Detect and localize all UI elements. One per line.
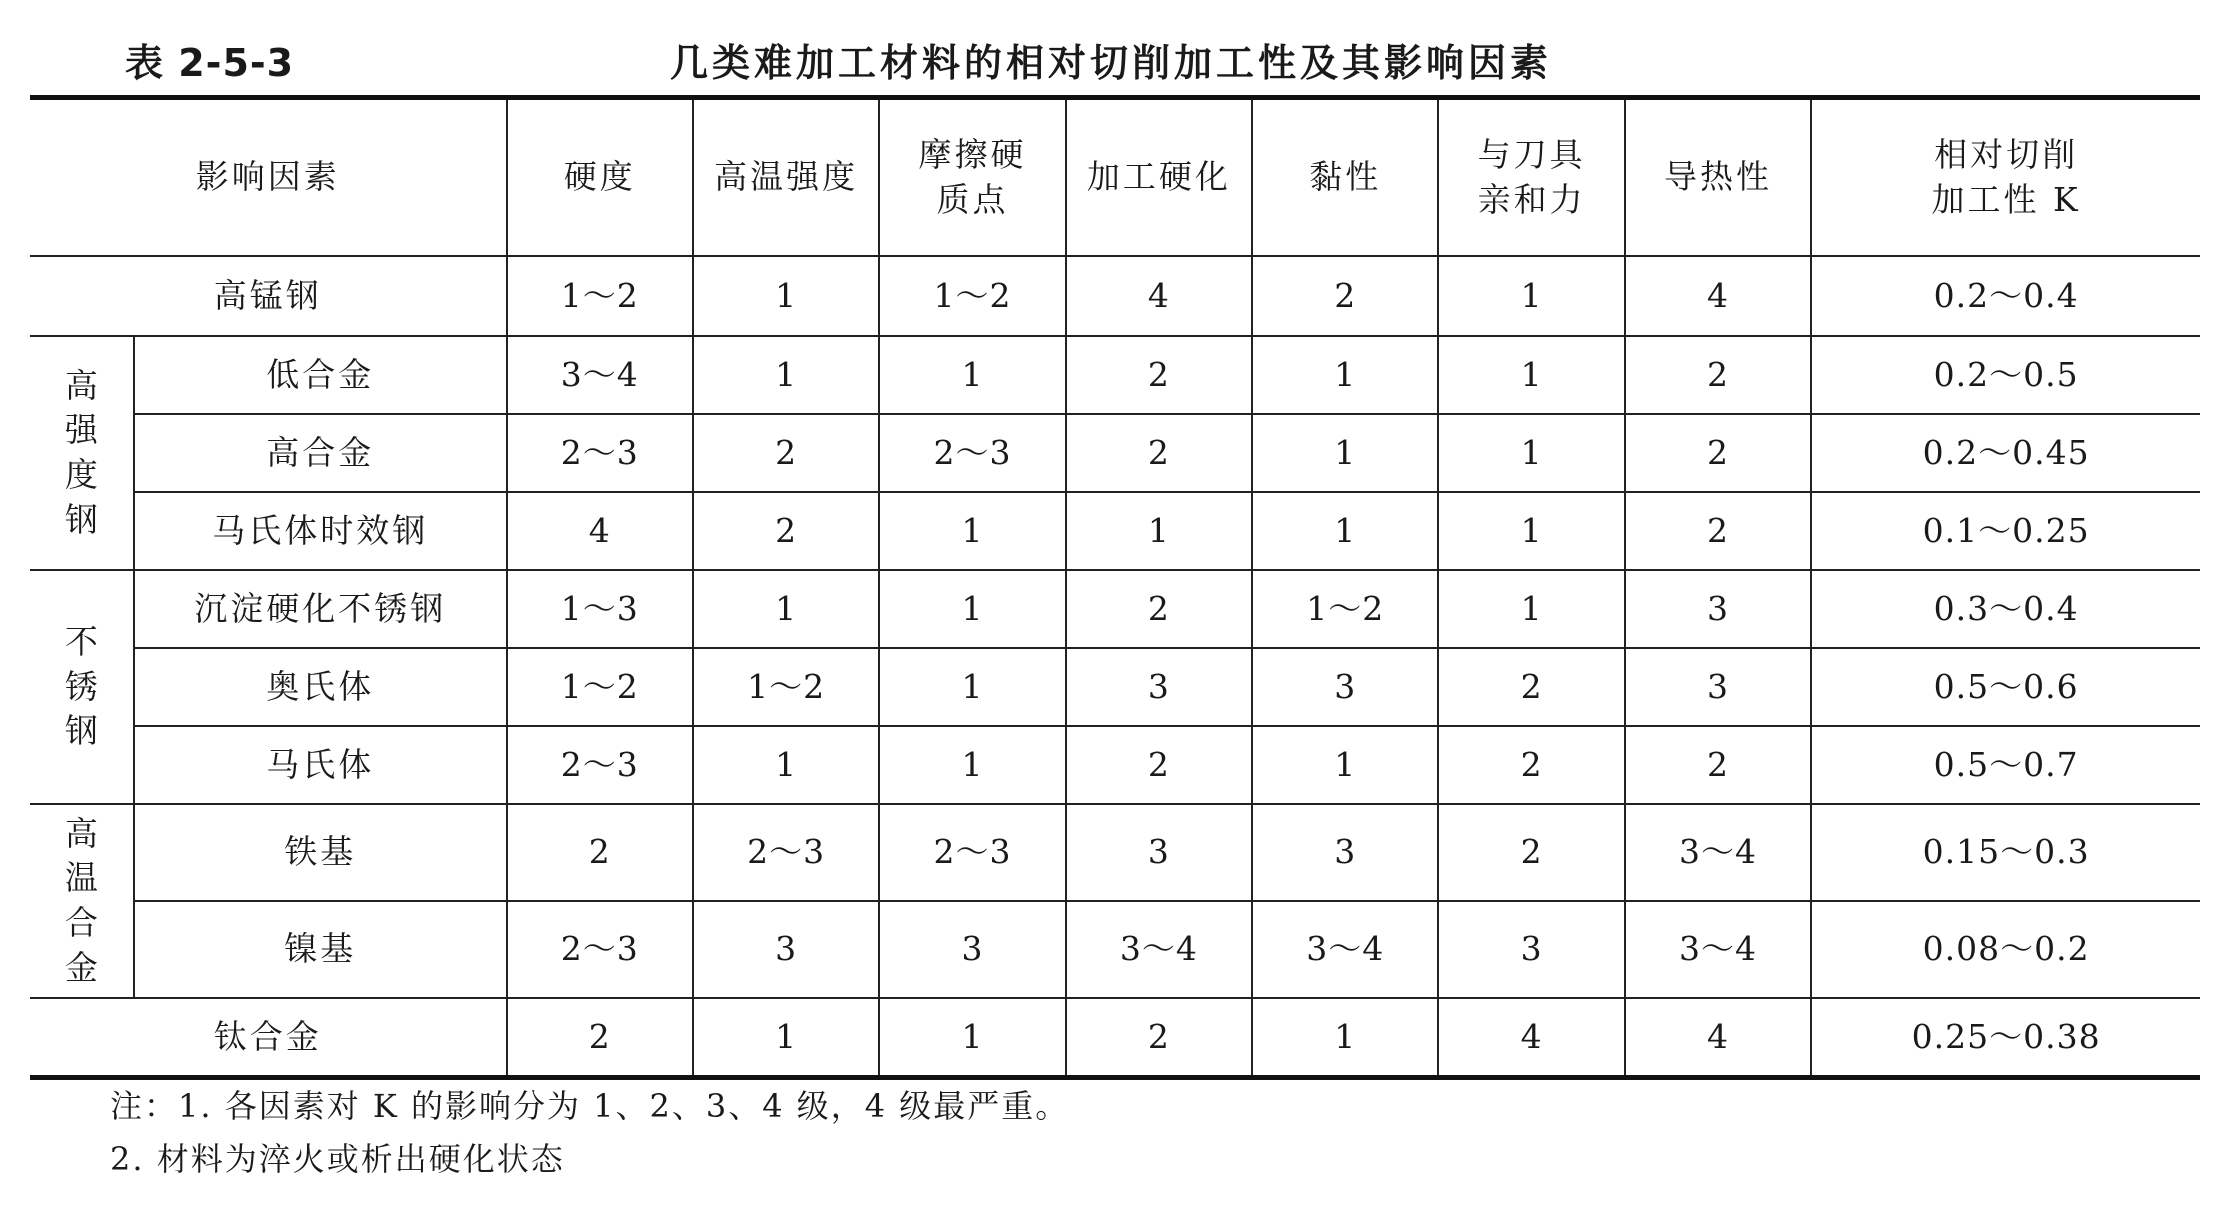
value-cell: 2～3 [693,804,879,901]
value-cell: 1 [879,648,1065,726]
value-cell: 1 [1438,414,1624,492]
value-cell: 0.25～0.38 [1811,998,2200,1078]
value-cell: 3～4 [1625,901,1811,998]
table-row [30,256,2200,336]
value-cell: 1 [879,570,1065,648]
table-row [30,726,2200,804]
header-affinity [1438,98,1624,257]
value-cell: 2 [693,414,879,492]
value-cell: 2 [1066,726,1252,804]
header-hardness: 硬度 [507,98,693,257]
value-cell: 1 [1252,998,1438,1078]
value-cell: 1 [693,570,879,648]
value-cell: 0.15～0.3 [1811,804,2200,901]
value-cell: 2 [1438,648,1624,726]
value-cell: 1 [1252,492,1438,570]
value-cell: 0.5～0.7 [1811,726,2200,804]
header-affinity-line1: 与刀具 [1477,134,1586,174]
header-abrasive-line2: 质点 [936,179,1009,219]
value-cell: 1 [1438,492,1624,570]
value-cell: 0.5～0.6 [1811,648,2200,726]
value-cell: 2 [1625,414,1811,492]
note-line-2: 2. 材料为淬火或析出硬化状态 [110,1139,565,1178]
value-cell: 3～4 [1252,901,1438,998]
value-cell: 0.2～0.4 [1811,256,2200,336]
header-abrasive [879,98,1065,257]
value-cell: 1 [693,998,879,1078]
value-cell: 1 [1438,256,1624,336]
value-cell: 1 [1252,336,1438,414]
material-cell: 低合金 [134,336,507,414]
value-cell: 3 [879,901,1065,998]
category-char: 温 [64,858,98,898]
value-cell: 1 [1252,726,1438,804]
header-row [30,98,2200,257]
value-cell: 1～2 [507,256,693,336]
value-cell: 2 [1438,804,1624,901]
header-work-hardening: 加工硬化 [1066,98,1252,257]
material-cell: 高锰钢 [30,256,507,336]
note-line-1: 注：1. 各因素对 K 的影响分为 1、2、3、4 级，4 级最严重。 [110,1087,1070,1125]
value-cell: 2 [507,804,693,901]
value-cell: 3～4 [1066,901,1252,998]
value-cell: 2 [1066,336,1252,414]
value-cell: 2 [1625,492,1811,570]
header-affinity-line2: 亲和力 [1477,179,1586,219]
category-high-strength-steel [30,336,134,570]
value-cell: 3 [1625,648,1811,726]
table-row [30,570,2200,648]
category-char: 强 [64,410,98,450]
material-cell: 铁基 [134,804,507,901]
table-number: 表 2-5-3 [125,41,295,85]
value-cell: 2～3 [879,414,1065,492]
value-cell: 1 [1252,414,1438,492]
header-stickiness: 黏性 [1252,98,1438,257]
value-cell: 0.08～0.2 [1811,901,2200,998]
category-char: 度 [64,455,98,494]
header-factor: 影响因素 [30,98,507,257]
value-cell: 3 [1066,804,1252,901]
value-cell: 3 [1066,648,1252,726]
header-machinability-line2: 加工性 K [1931,179,2081,219]
table-row [30,414,2200,492]
category-char: 合 [64,903,98,942]
header-machinability [1811,98,2200,257]
value-cell: 1 [693,336,879,414]
value-cell: 2 [1625,726,1811,804]
value-cell: 2 [1066,570,1252,648]
material-cell: 钛合金 [30,998,507,1078]
value-cell: 1～3 [507,570,693,648]
value-cell: 0.2～0.5 [1811,336,2200,414]
value-cell: 2 [507,998,693,1078]
value-cell: 4 [1066,256,1252,336]
material-cell: 高合金 [134,414,507,492]
value-cell: 1 [879,726,1065,804]
value-cell: 3 [693,901,879,998]
value-cell: 2 [1438,726,1624,804]
value-cell: 0.3～0.4 [1811,570,2200,648]
value-cell: 2～3 [507,414,693,492]
category-char: 锈 [64,666,98,706]
value-cell: 3 [1252,804,1438,901]
value-cell: 2 [1625,336,1811,414]
category-char: 不 [64,622,98,662]
value-cell: 2 [693,492,879,570]
value-cell: 1 [879,492,1065,570]
table-row [30,492,2200,570]
value-cell: 1 [693,256,879,336]
value-cell: 1～2 [693,648,879,726]
value-cell: 3 [1252,648,1438,726]
header-conductivity: 导热性 [1625,98,1811,257]
value-cell: 0.1～0.25 [1811,492,2200,570]
category-char: 钢 [64,711,98,751]
table-row [30,336,2200,414]
value-cell: 1 [879,998,1065,1078]
table-row [30,998,2200,1078]
table-notes [110,1080,1069,1186]
value-cell: 4 [507,492,693,570]
value-cell: 2 [1066,414,1252,492]
value-cell: 1～2 [507,648,693,726]
value-cell: 1 [1438,336,1624,414]
category-stainless-steel [30,570,134,804]
category-char: 金 [64,947,98,987]
material-cell: 马氏体时效钢 [134,492,507,570]
value-cell: 2 [1252,256,1438,336]
header-abrasive-line1: 摩擦硬 [918,134,1027,174]
value-cell: 1 [693,726,879,804]
value-cell: 4 [1438,998,1624,1078]
table-row [30,804,2200,901]
material-cell: 沉淀硬化不锈钢 [134,570,507,648]
category-superalloy [30,804,134,998]
value-cell: 2～3 [507,901,693,998]
category-char: 高 [64,813,98,853]
category-char: 钢 [64,499,98,539]
table-caption [30,22,2200,92]
material-cell: 马氏体 [134,726,507,804]
value-cell: 2～3 [879,804,1065,901]
machinability-table [30,95,2200,1080]
table-row [30,901,2200,998]
value-cell: 3～4 [507,336,693,414]
value-cell: 4 [1625,998,1811,1078]
value-cell: 2 [1066,998,1252,1078]
material-cell: 奥氏体 [134,648,507,726]
value-cell: 1 [1066,492,1252,570]
category-char: 高 [64,365,98,405]
value-cell: 3 [1438,901,1624,998]
value-cell: 1 [879,336,1065,414]
header-hot-strength: 高温强度 [693,98,879,257]
value-cell: 0.2～0.45 [1811,414,2200,492]
table-title: 几类难加工材料的相对切削加工性及其影响因素 [670,41,1553,85]
value-cell: 1～2 [879,256,1065,336]
header-machinability-line1: 相对切削 [1934,134,2079,174]
value-cell: 3～4 [1625,804,1811,901]
table-row [30,648,2200,726]
value-cell: 1 [1438,570,1624,648]
value-cell: 1～2 [1252,570,1438,648]
value-cell: 3 [1625,570,1811,648]
value-cell: 2～3 [507,726,693,804]
material-cell: 镍基 [134,901,507,998]
value-cell: 4 [1625,256,1811,336]
